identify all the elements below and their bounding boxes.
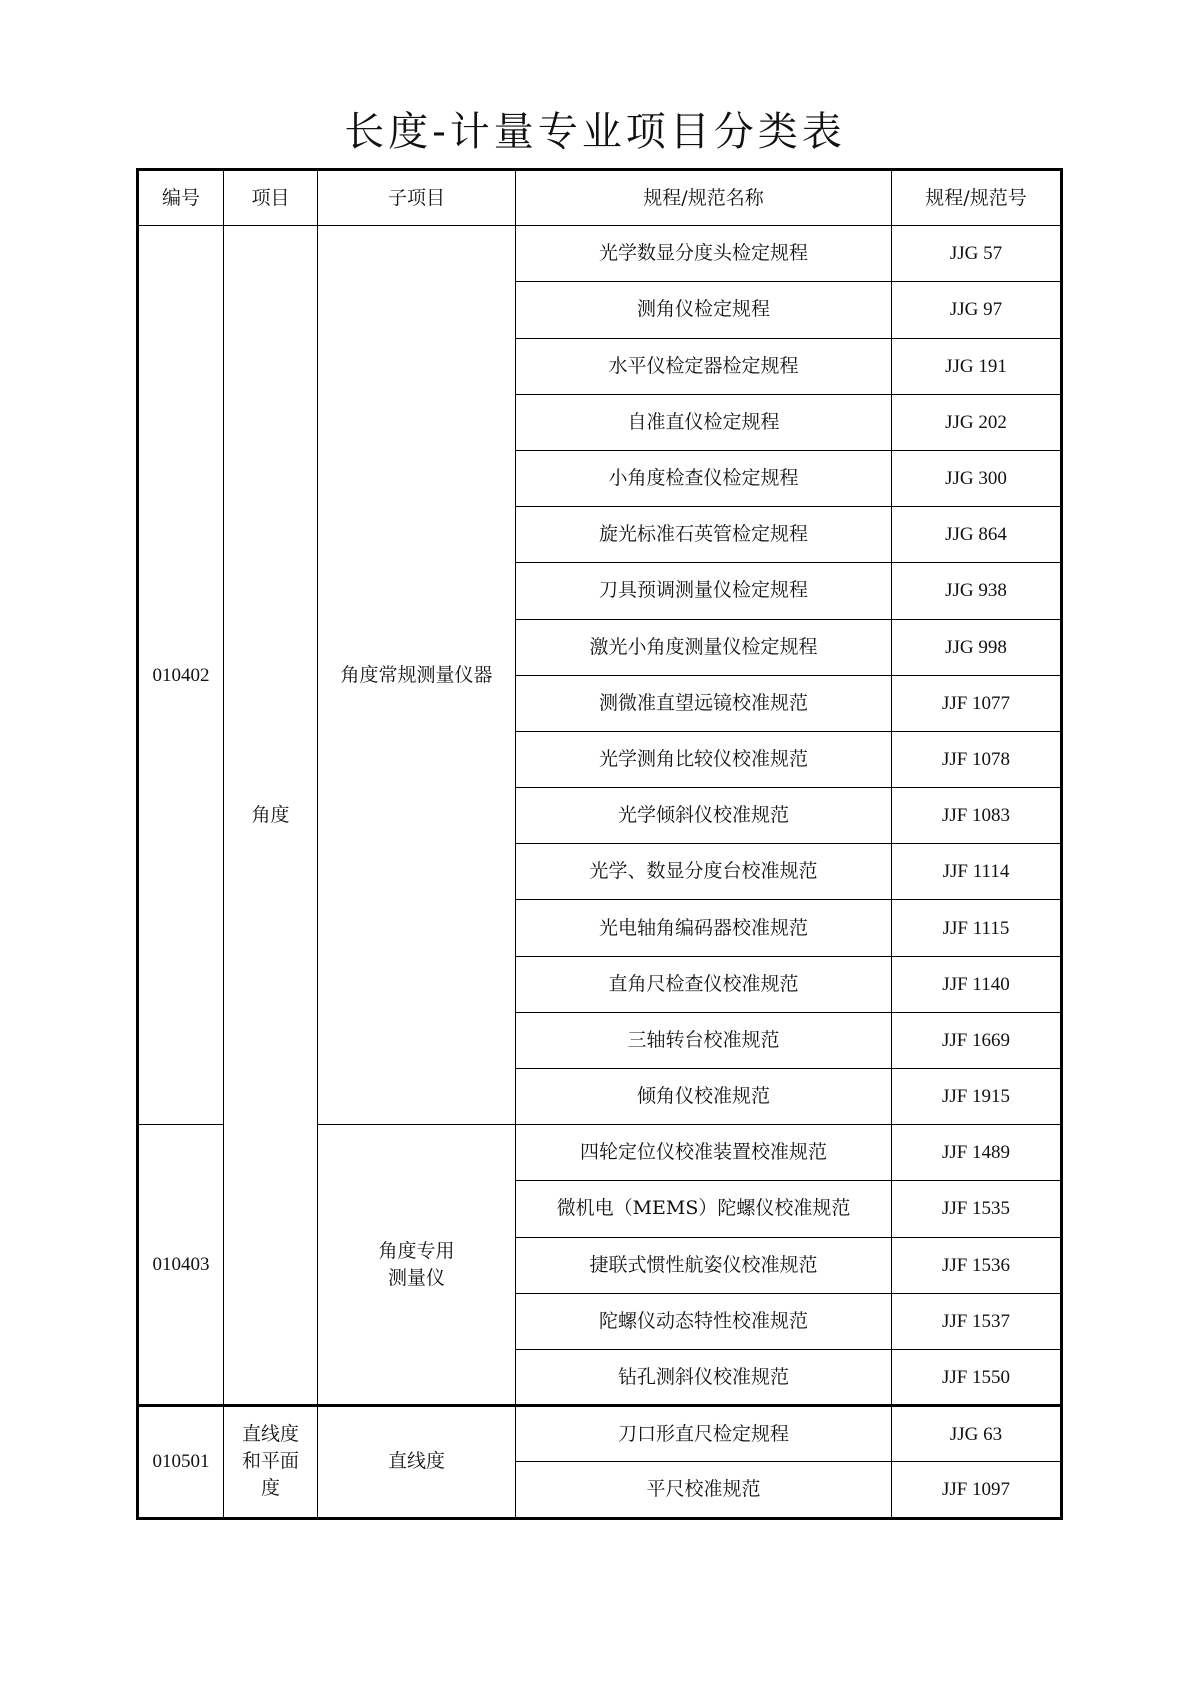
- row-name: 直角尺检查仪校准规范: [516, 956, 892, 1012]
- row-name: 倾角仪校准规范: [516, 1069, 892, 1125]
- group-subitem: [318, 1125, 516, 1406]
- header-item: 项目: [224, 170, 318, 226]
- group-subitem: 直线度: [318, 1406, 516, 1518]
- row-number: JJF 1140: [892, 956, 1062, 1012]
- item-line: 直线度: [241, 1423, 299, 1446]
- row-name: 测角仪检定规程: [516, 282, 892, 338]
- subitem-line: 测量仪: [387, 1266, 445, 1289]
- row-name: 三轴转台校准规范: [516, 1012, 892, 1068]
- row-name: 光学倾斜仪校准规范: [516, 788, 892, 844]
- header-row: [138, 170, 1062, 226]
- row-number: JJG 938: [892, 563, 1062, 619]
- row-name: 平尺校准规范: [516, 1462, 892, 1518]
- row-number: JJF 1537: [892, 1293, 1062, 1349]
- row-name: 光学、数显分度台校准规范: [516, 844, 892, 900]
- row-name: 光电轴角编码器校准规范: [516, 900, 892, 956]
- row-name: 自准直仪检定规程: [516, 394, 892, 450]
- group-item: [224, 1406, 318, 1518]
- row-name: 水平仪检定器检定规程: [516, 338, 892, 394]
- group-code: 010402: [138, 226, 224, 1125]
- row-number: JJF 1550: [892, 1349, 1062, 1405]
- subitem-line: 角度专用: [378, 1239, 455, 1262]
- row-number: JJF 1535: [892, 1181, 1062, 1237]
- row-name: 刀具预调测量仪检定规程: [516, 563, 892, 619]
- row-name: 旋光标准石英管检定规程: [516, 507, 892, 563]
- group-item: 角度: [224, 226, 318, 1406]
- row-number: JJF 1115: [892, 900, 1062, 956]
- item-line: 和平面: [241, 1450, 299, 1473]
- header-subitem: 子项目: [318, 170, 516, 226]
- row-name: 光学数显分度头检定规程: [516, 226, 892, 282]
- row-name: 刀口形直尺检定规程: [516, 1406, 892, 1462]
- table-row: [138, 1406, 1062, 1462]
- classification-table: [136, 168, 1063, 1520]
- row-name: 激光小角度测量仪检定规程: [516, 619, 892, 675]
- row-number: JJF 1114: [892, 844, 1062, 900]
- row-name: 小角度检查仪检定规程: [516, 450, 892, 506]
- row-number: JJG 202: [892, 394, 1062, 450]
- row-number: JJF 1077: [892, 675, 1062, 731]
- row-name: 测微准直望远镜校准规范: [516, 675, 892, 731]
- group-code: 010501: [138, 1406, 224, 1518]
- row-name: 四轮定位仪校准装置校准规范: [516, 1125, 892, 1181]
- row-number: JJG 97: [892, 282, 1062, 338]
- row-number: JJF 1536: [892, 1237, 1062, 1293]
- row-number: JJG 300: [892, 450, 1062, 506]
- row-number: JJF 1097: [892, 1462, 1062, 1518]
- page-title: 长度-计量专业项目分类表: [344, 109, 846, 155]
- row-number: JJG 63: [892, 1406, 1062, 1462]
- row-number: JJG 998: [892, 619, 1062, 675]
- group-subitem: 角度常规测量仪器: [318, 226, 516, 1125]
- row-number: JJF 1078: [892, 731, 1062, 787]
- row-name: 微机电（MEMS）陀螺仪校准规范: [516, 1181, 892, 1237]
- row-number: JJF 1489: [892, 1125, 1062, 1181]
- table-row: [138, 226, 1062, 282]
- row-number: JJG 864: [892, 507, 1062, 563]
- header-number: 规程/规范号: [892, 170, 1062, 226]
- row-name: 光学测角比较仪校准规范: [516, 731, 892, 787]
- row-name: 陀螺仪动态特性校准规范: [516, 1293, 892, 1349]
- item-line: 度: [260, 1477, 280, 1500]
- header-name: 规程/规范名称: [516, 170, 892, 226]
- row-number: JJF 1083: [892, 788, 1062, 844]
- header-code: 编号: [138, 170, 224, 226]
- row-name: 捷联式惯性航姿仪校准规范: [516, 1237, 892, 1293]
- row-number: JJF 1915: [892, 1069, 1062, 1125]
- row-number: JJG 57: [892, 226, 1062, 282]
- row-name: 钻孔测斜仪校准规范: [516, 1349, 892, 1405]
- group-code: 010403: [138, 1125, 224, 1406]
- row-number: JJG 191: [892, 338, 1062, 394]
- row-number: JJF 1669: [892, 1012, 1062, 1068]
